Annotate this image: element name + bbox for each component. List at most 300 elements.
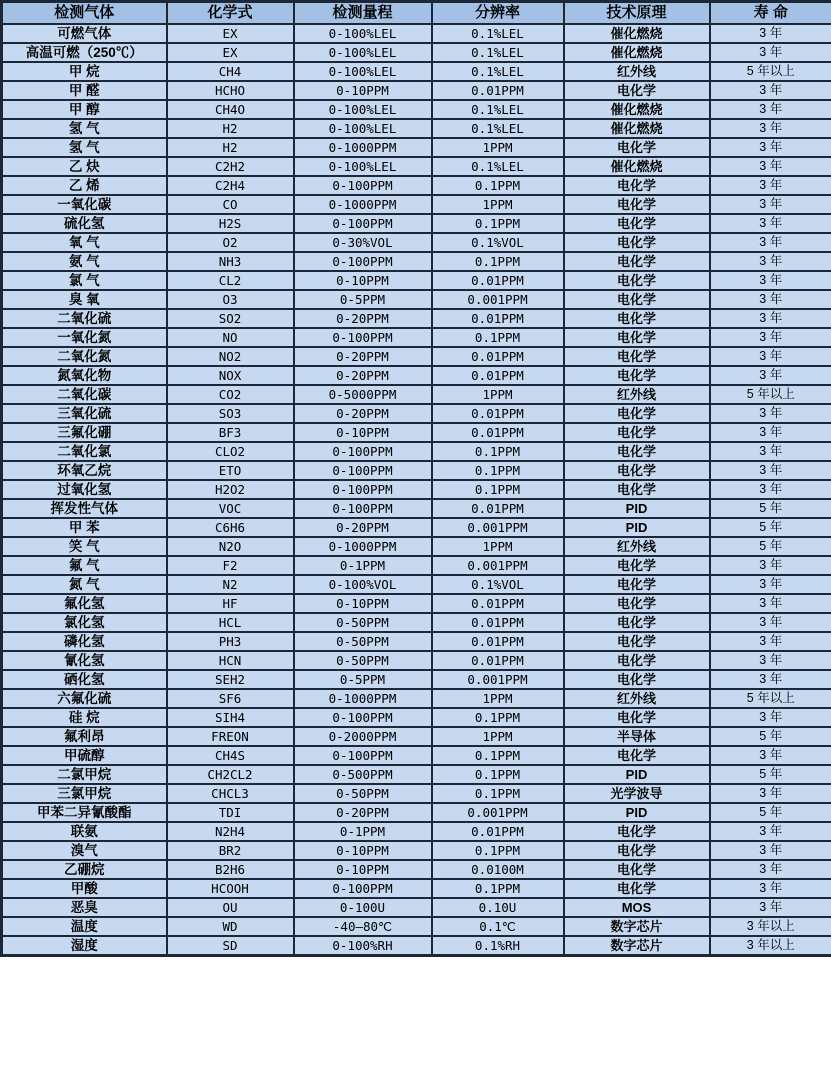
cell-principle: 电化学 (564, 328, 710, 347)
cell-resolution: 0.1PPM (432, 708, 564, 727)
cell-range: 0-10PPM (294, 271, 432, 290)
cell-range: 0-1PPM (294, 556, 432, 575)
table-row (2, 290, 831, 309)
cell-gas: 乙硼烷 (2, 860, 167, 879)
table-row (2, 499, 831, 518)
table-row (2, 860, 831, 879)
cell-resolution: 1PPM (432, 195, 564, 214)
cell-lifespan: 5 年 (710, 537, 831, 556)
cell-range: 0-100%LEL (294, 24, 432, 43)
column-header-formula: 化学式 (167, 2, 294, 25)
cell-gas: 过氧化氢 (2, 480, 167, 499)
cell-resolution: 0.001PPM (432, 556, 564, 575)
cell-resolution: 0.01PPM (432, 309, 564, 328)
cell-range: 0-1000PPM (294, 138, 432, 157)
cell-resolution: 0.01PPM (432, 651, 564, 670)
cell-lifespan: 3 年 (710, 784, 831, 803)
table-row (2, 366, 831, 385)
cell-gas: 环氧乙烷 (2, 461, 167, 480)
cell-range: 0-10PPM (294, 594, 432, 613)
cell-range: 0-10PPM (294, 423, 432, 442)
cell-resolution: 0.10U (432, 898, 564, 917)
table-row (2, 746, 831, 765)
cell-gas: 三氟化硼 (2, 423, 167, 442)
cell-lifespan: 3 年 (710, 575, 831, 594)
cell-gas: 甲酸 (2, 879, 167, 898)
cell-resolution: 0.1PPM (432, 442, 564, 461)
cell-range: 0-1000PPM (294, 195, 432, 214)
cell-gas: 六氟化硫 (2, 689, 167, 708)
cell-range: 0-100%RH (294, 936, 432, 956)
cell-formula: SIH4 (167, 708, 294, 727)
cell-gas: 氟 气 (2, 556, 167, 575)
table-row (2, 727, 831, 746)
cell-lifespan: 5 年以上 (710, 62, 831, 81)
cell-resolution: 1PPM (432, 537, 564, 556)
cell-gas: 甲 苯 (2, 518, 167, 537)
cell-formula: WD (167, 917, 294, 936)
table-row (2, 195, 831, 214)
cell-gas: 甲硫醇 (2, 746, 167, 765)
cell-resolution: 0.1%LEL (432, 43, 564, 62)
cell-lifespan: 3 年 (710, 157, 831, 176)
cell-resolution: 0.001PPM (432, 518, 564, 537)
cell-gas: 笑 气 (2, 537, 167, 556)
cell-formula: NO2 (167, 347, 294, 366)
cell-formula: H2O2 (167, 480, 294, 499)
table-row (2, 594, 831, 613)
cell-resolution: 0.01PPM (432, 423, 564, 442)
cell-gas: 氯化氢 (2, 613, 167, 632)
cell-resolution: 1PPM (432, 727, 564, 746)
cell-gas: 挥发性气体 (2, 499, 167, 518)
cell-formula: H2S (167, 214, 294, 233)
cell-resolution: 0.1%VOL (432, 575, 564, 594)
cell-principle: 催化燃烧 (564, 43, 710, 62)
cell-principle: 电化学 (564, 746, 710, 765)
cell-resolution: 0.1%LEL (432, 62, 564, 81)
cell-lifespan: 3 年 (710, 632, 831, 651)
cell-principle: 电化学 (564, 670, 710, 689)
cell-formula: NOX (167, 366, 294, 385)
cell-principle: 电化学 (564, 860, 710, 879)
cell-lifespan: 3 年 (710, 347, 831, 366)
cell-gas: 磷化氢 (2, 632, 167, 651)
cell-range: 0-100PPM (294, 214, 432, 233)
table-row (2, 81, 831, 100)
cell-formula: H2 (167, 119, 294, 138)
cell-gas: 二氧化氮 (2, 347, 167, 366)
table-row (2, 423, 831, 442)
cell-lifespan: 3 年 (710, 195, 831, 214)
cell-gas: 三氯甲烷 (2, 784, 167, 803)
cell-range: 0-2000PPM (294, 727, 432, 746)
cell-lifespan: 3 年 (710, 233, 831, 252)
cell-lifespan: 3 年以上 (710, 917, 831, 936)
cell-formula: TDI (167, 803, 294, 822)
cell-principle: 电化学 (564, 822, 710, 841)
cell-gas: 溴气 (2, 841, 167, 860)
cell-gas: 氢 气 (2, 138, 167, 157)
cell-lifespan: 3 年 (710, 81, 831, 100)
cell-resolution: 0.01PPM (432, 404, 564, 423)
cell-gas: 氯 气 (2, 271, 167, 290)
cell-range: 0-20PPM (294, 803, 432, 822)
cell-principle: PID (564, 803, 710, 822)
table-row (2, 385, 831, 404)
table-row (2, 480, 831, 499)
table-row (2, 461, 831, 480)
cell-resolution: 0.001PPM (432, 803, 564, 822)
cell-lifespan: 3 年 (710, 43, 831, 62)
table-row (2, 917, 831, 936)
cell-formula: O3 (167, 290, 294, 309)
table-row (2, 157, 831, 176)
cell-range: 0-20PPM (294, 309, 432, 328)
cell-principle: 电化学 (564, 575, 710, 594)
cell-resolution: 0.1PPM (432, 746, 564, 765)
cell-formula: SF6 (167, 689, 294, 708)
cell-resolution: 1PPM (432, 689, 564, 708)
cell-range: 0-500PPM (294, 765, 432, 784)
cell-range: 0-20PPM (294, 404, 432, 423)
cell-lifespan: 3 年 (710, 594, 831, 613)
cell-formula: CO2 (167, 385, 294, 404)
cell-formula: CL2 (167, 271, 294, 290)
cell-principle: 电化学 (564, 613, 710, 632)
cell-resolution: 0.1PPM (432, 480, 564, 499)
column-header-lifespan: 寿 命 (710, 2, 831, 25)
cell-resolution: 0.1℃ (432, 917, 564, 936)
cell-lifespan: 3 年 (710, 442, 831, 461)
cell-lifespan: 3 年 (710, 309, 831, 328)
cell-range: -40—80℃ (294, 917, 432, 936)
cell-formula: VOC (167, 499, 294, 518)
cell-gas: 氧 气 (2, 233, 167, 252)
cell-lifespan: 3 年 (710, 328, 831, 347)
cell-formula: CH2CL2 (167, 765, 294, 784)
cell-lifespan: 3 年以上 (710, 936, 831, 956)
cell-range: 0-100%VOL (294, 575, 432, 594)
cell-resolution: 1PPM (432, 385, 564, 404)
cell-formula: HCOOH (167, 879, 294, 898)
cell-lifespan: 5 年 (710, 765, 831, 784)
table-row (2, 214, 831, 233)
cell-principle: 电化学 (564, 138, 710, 157)
cell-gas: 二氧化氯 (2, 442, 167, 461)
cell-resolution: 0.01PPM (432, 499, 564, 518)
cell-lifespan: 5 年 (710, 727, 831, 746)
cell-gas: 硫化氢 (2, 214, 167, 233)
table-row (2, 936, 831, 956)
cell-formula: SO3 (167, 404, 294, 423)
cell-range: 0-100%LEL (294, 119, 432, 138)
header-row (2, 2, 831, 25)
cell-principle: 红外线 (564, 689, 710, 708)
cell-resolution: 0.01PPM (432, 594, 564, 613)
column-header-range: 检测量程 (294, 2, 432, 25)
cell-formula: EX (167, 24, 294, 43)
cell-lifespan: 3 年 (710, 879, 831, 898)
cell-range: 0-100PPM (294, 746, 432, 765)
cell-gas: 温度 (2, 917, 167, 936)
cell-resolution: 0.1PPM (432, 765, 564, 784)
cell-gas: 氮 气 (2, 575, 167, 594)
cell-resolution: 0.1%RH (432, 936, 564, 956)
cell-principle: 电化学 (564, 708, 710, 727)
table-row (2, 100, 831, 119)
cell-resolution: 0.001PPM (432, 290, 564, 309)
table-header (2, 2, 831, 25)
cell-lifespan: 5 年以上 (710, 689, 831, 708)
cell-lifespan: 3 年 (710, 366, 831, 385)
cell-principle: 电化学 (564, 461, 710, 480)
cell-formula: EX (167, 43, 294, 62)
cell-resolution: 0.001PPM (432, 670, 564, 689)
cell-formula: HCHO (167, 81, 294, 100)
table-row (2, 651, 831, 670)
cell-lifespan: 3 年 (710, 651, 831, 670)
cell-range: 0-100PPM (294, 252, 432, 271)
cell-principle: 电化学 (564, 309, 710, 328)
cell-resolution: 0.1%LEL (432, 157, 564, 176)
cell-range: 0-100%LEL (294, 100, 432, 119)
cell-lifespan: 3 年 (710, 860, 831, 879)
table-row (2, 537, 831, 556)
cell-resolution: 1PPM (432, 138, 564, 157)
cell-principle: 电化学 (564, 252, 710, 271)
cell-lifespan: 3 年 (710, 290, 831, 309)
cell-resolution: 0.01PPM (432, 347, 564, 366)
cell-lifespan: 3 年 (710, 480, 831, 499)
cell-principle: 光学波导 (564, 784, 710, 803)
cell-range: 0-100PPM (294, 328, 432, 347)
cell-lifespan: 5 年 (710, 518, 831, 537)
table-row (2, 138, 831, 157)
table-row (2, 233, 831, 252)
column-header-resolution: 分辨率 (432, 2, 564, 25)
cell-lifespan: 3 年 (710, 214, 831, 233)
cell-range: 0-50PPM (294, 613, 432, 632)
table-row (2, 879, 831, 898)
cell-formula: NO (167, 328, 294, 347)
cell-gas: 甲 醛 (2, 81, 167, 100)
cell-formula: CH4S (167, 746, 294, 765)
cell-resolution: 0.1PPM (432, 784, 564, 803)
cell-principle: 电化学 (564, 594, 710, 613)
cell-gas: 联氨 (2, 822, 167, 841)
cell-formula: HCN (167, 651, 294, 670)
cell-resolution: 0.1%VOL (432, 233, 564, 252)
cell-principle: 红外线 (564, 385, 710, 404)
cell-range: 0-20PPM (294, 518, 432, 537)
cell-formula: CO (167, 195, 294, 214)
cell-range: 0-1000PPM (294, 537, 432, 556)
table-row (2, 689, 831, 708)
table-row (2, 442, 831, 461)
cell-formula: ETO (167, 461, 294, 480)
cell-resolution: 0.01PPM (432, 271, 564, 290)
cell-principle: 半导体 (564, 727, 710, 746)
cell-principle: 数字芯片 (564, 936, 710, 956)
table-row (2, 252, 831, 271)
cell-gas: 乙 炔 (2, 157, 167, 176)
cell-gas: 氮氧化物 (2, 366, 167, 385)
cell-range: 0-10PPM (294, 841, 432, 860)
cell-formula: BR2 (167, 841, 294, 860)
table-row (2, 176, 831, 195)
cell-lifespan: 5 年 (710, 803, 831, 822)
cell-formula: C2H2 (167, 157, 294, 176)
cell-lifespan: 3 年 (710, 176, 831, 195)
cell-range: 0-5000PPM (294, 385, 432, 404)
cell-formula: CHCL3 (167, 784, 294, 803)
cell-gas: 乙 烯 (2, 176, 167, 195)
cell-resolution: 0.1PPM (432, 252, 564, 271)
table-row (2, 670, 831, 689)
cell-lifespan: 3 年 (710, 746, 831, 765)
table-row (2, 632, 831, 651)
column-header-gas: 检测气体 (2, 2, 167, 25)
cell-gas: 臭 氧 (2, 290, 167, 309)
cell-range: 0-100PPM (294, 461, 432, 480)
table-row (2, 556, 831, 575)
cell-formula: H2 (167, 138, 294, 157)
cell-gas: 二氧化碳 (2, 385, 167, 404)
table-row (2, 784, 831, 803)
cell-formula: OU (167, 898, 294, 917)
cell-principle: 电化学 (564, 442, 710, 461)
table-row (2, 347, 831, 366)
cell-resolution: 0.0100M (432, 860, 564, 879)
cell-gas: 湿度 (2, 936, 167, 956)
cell-principle: 电化学 (564, 176, 710, 195)
cell-lifespan: 3 年 (710, 841, 831, 860)
cell-gas: 氰化氢 (2, 651, 167, 670)
cell-formula: SO2 (167, 309, 294, 328)
cell-resolution: 0.1PPM (432, 879, 564, 898)
cell-formula: B2H6 (167, 860, 294, 879)
cell-resolution: 0.01PPM (432, 81, 564, 100)
table-row (2, 518, 831, 537)
cell-formula: N2O (167, 537, 294, 556)
cell-formula: SD (167, 936, 294, 956)
cell-principle: 催化燃烧 (564, 119, 710, 138)
cell-range: 0-20PPM (294, 366, 432, 385)
cell-principle: 电化学 (564, 841, 710, 860)
cell-gas: 恶臭 (2, 898, 167, 917)
table-row (2, 119, 831, 138)
cell-lifespan: 3 年 (710, 898, 831, 917)
cell-formula: O2 (167, 233, 294, 252)
cell-lifespan: 3 年 (710, 119, 831, 138)
cell-lifespan: 3 年 (710, 138, 831, 157)
cell-formula: F2 (167, 556, 294, 575)
table-row (2, 404, 831, 423)
cell-range: 0-30%VOL (294, 233, 432, 252)
cell-range: 0-20PPM (294, 347, 432, 366)
cell-range: 0-100PPM (294, 480, 432, 499)
cell-lifespan: 3 年 (710, 423, 831, 442)
cell-range: 0-100%LEL (294, 157, 432, 176)
cell-range: 0-100PPM (294, 176, 432, 195)
cell-lifespan: 3 年 (710, 556, 831, 575)
cell-principle: 电化学 (564, 556, 710, 575)
table-row (2, 309, 831, 328)
cell-principle: 电化学 (564, 404, 710, 423)
cell-range: 0-50PPM (294, 784, 432, 803)
column-header-principle: 技术原理 (564, 2, 710, 25)
cell-resolution: 0.1%LEL (432, 24, 564, 43)
cell-resolution: 0.1PPM (432, 176, 564, 195)
cell-resolution: 0.1PPM (432, 461, 564, 480)
cell-principle: 电化学 (564, 366, 710, 385)
cell-range: 0-100PPM (294, 708, 432, 727)
cell-gas: 甲苯二异氰酸酯 (2, 803, 167, 822)
cell-lifespan: 3 年 (710, 670, 831, 689)
cell-resolution: 0.1%LEL (432, 119, 564, 138)
cell-gas: 三氧化硫 (2, 404, 167, 423)
cell-principle: 电化学 (564, 195, 710, 214)
cell-principle: 电化学 (564, 214, 710, 233)
cell-range: 0-100%LEL (294, 43, 432, 62)
cell-principle: 电化学 (564, 347, 710, 366)
cell-gas: 二氧化硫 (2, 309, 167, 328)
cell-formula: CH4 (167, 62, 294, 81)
cell-lifespan: 3 年 (710, 708, 831, 727)
cell-range: 0-100PPM (294, 442, 432, 461)
table-row (2, 803, 831, 822)
cell-gas: 甲 醇 (2, 100, 167, 119)
cell-gas: 氨 气 (2, 252, 167, 271)
cell-principle: PID (564, 499, 710, 518)
cell-formula: PH3 (167, 632, 294, 651)
cell-lifespan: 5 年 (710, 499, 831, 518)
cell-formula: CH4O (167, 100, 294, 119)
cell-gas: 硅 烷 (2, 708, 167, 727)
cell-formula: N2H4 (167, 822, 294, 841)
cell-gas: 可燃气体 (2, 24, 167, 43)
cell-gas: 二氯甲烷 (2, 765, 167, 784)
cell-gas: 一氧化氮 (2, 328, 167, 347)
cell-range: 0-100PPM (294, 499, 432, 518)
cell-resolution: 0.1PPM (432, 328, 564, 347)
cell-range: 0-100PPM (294, 879, 432, 898)
cell-gas: 高温可燃（250℃） (2, 43, 167, 62)
cell-lifespan: 3 年 (710, 271, 831, 290)
cell-principle: 催化燃烧 (564, 100, 710, 119)
cell-gas: 硒化氢 (2, 670, 167, 689)
cell-principle: 电化学 (564, 271, 710, 290)
cell-principle: 电化学 (564, 290, 710, 309)
cell-principle: PID (564, 765, 710, 784)
cell-formula: BF3 (167, 423, 294, 442)
cell-formula: CLO2 (167, 442, 294, 461)
cell-lifespan: 5 年以上 (710, 385, 831, 404)
table-body (2, 24, 831, 956)
cell-resolution: 0.1PPM (432, 841, 564, 860)
cell-principle: 电化学 (564, 879, 710, 898)
cell-range: 0-1000PPM (294, 689, 432, 708)
cell-range: 0-100U (294, 898, 432, 917)
cell-formula: HCL (167, 613, 294, 632)
cell-gas: 氢 气 (2, 119, 167, 138)
table-row (2, 24, 831, 43)
cell-resolution: 0.1%LEL (432, 100, 564, 119)
cell-principle: 电化学 (564, 423, 710, 442)
cell-lifespan: 3 年 (710, 24, 831, 43)
cell-lifespan: 3 年 (710, 404, 831, 423)
